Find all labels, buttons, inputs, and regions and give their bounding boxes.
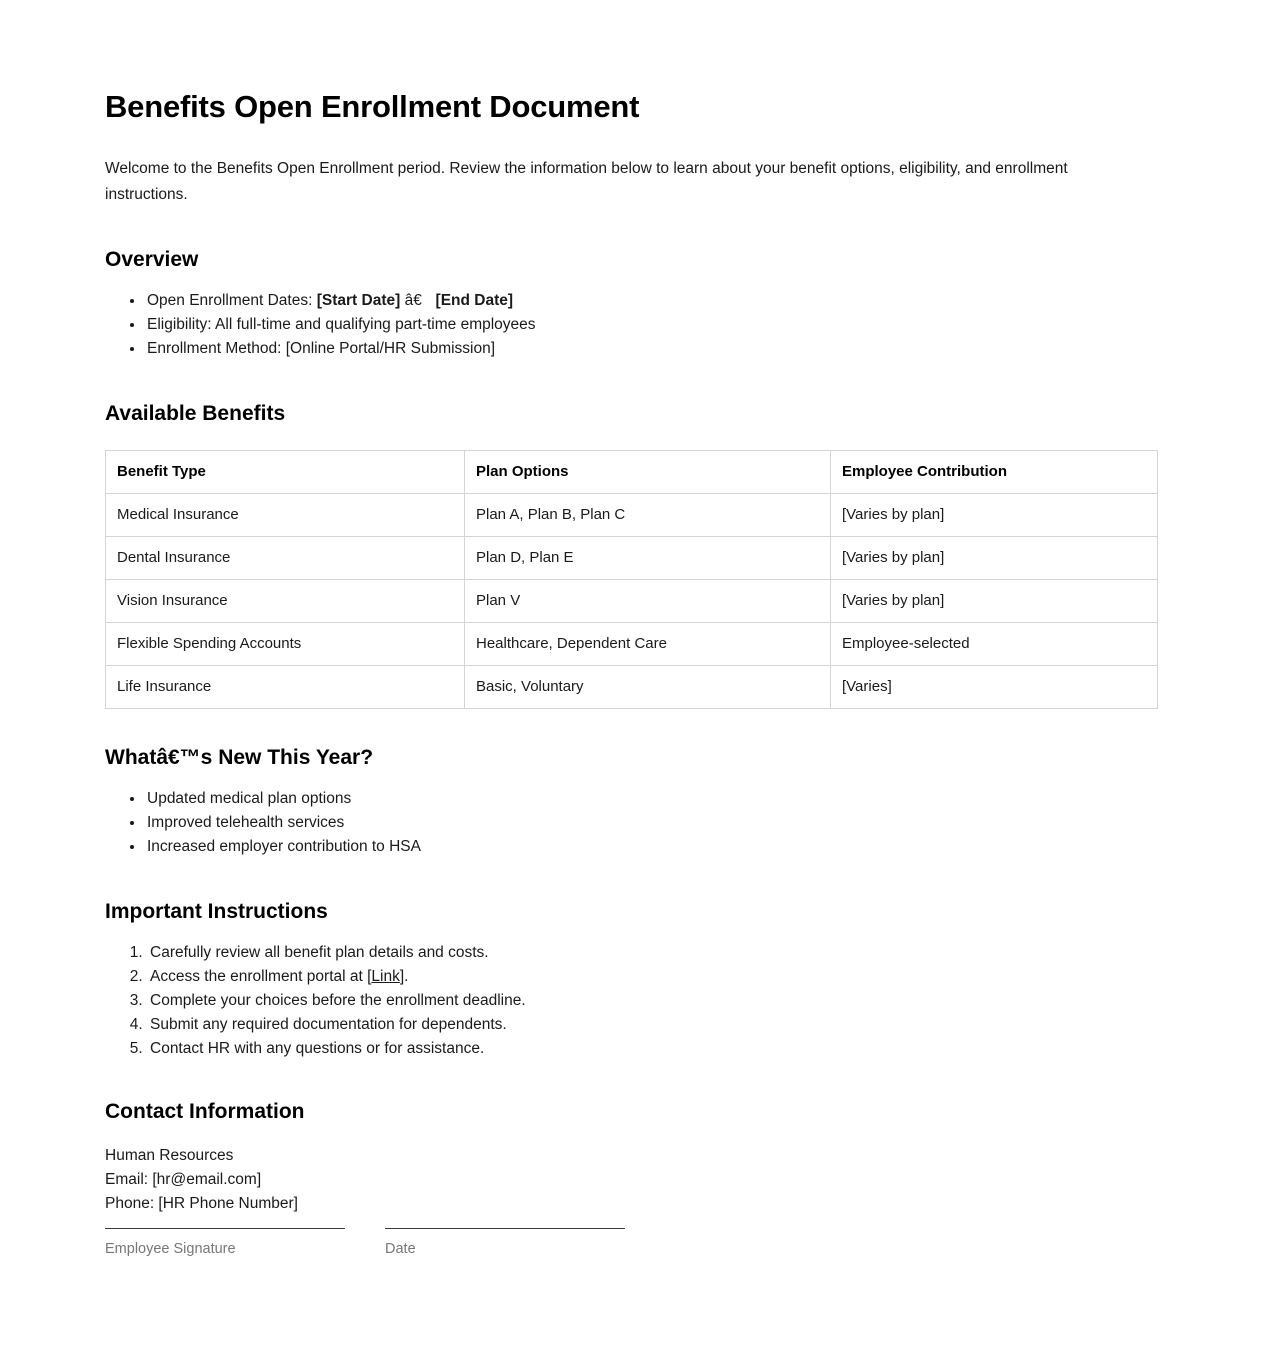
table-row bbox=[106, 579, 1158, 622]
cell-benefit-type: Vision Insurance bbox=[106, 579, 465, 622]
contact-details bbox=[105, 1125, 1158, 1216]
cell-plan-options: Plan D, Plan E bbox=[465, 536, 831, 579]
cell-plan-options: Plan A, Plan B, Plan C bbox=[465, 493, 831, 536]
contact-organization: Human Resources bbox=[105, 1147, 234, 1165]
signature-block bbox=[105, 1228, 1105, 1274]
list-item: 1. Carefully review all benefit plan details and costs. bbox=[147, 941, 1158, 965]
overview-dates-prefix: Open Enrollment Dates: bbox=[147, 292, 317, 310]
table-row bbox=[106, 665, 1158, 708]
contact-phone: Phone: [HR Phone Number] bbox=[105, 1195, 298, 1213]
employee-signature-label: Employee Signature bbox=[105, 1241, 236, 1257]
cell-employee-contribution: [Varies by plan] bbox=[831, 579, 1158, 622]
employee-signature-field[interactable] bbox=[105, 1228, 345, 1258]
instructions-list bbox=[105, 925, 1158, 1061]
list-item: • Updated medical plan options bbox=[145, 787, 1158, 811]
section-heading-available-benefits: Available Benefits bbox=[105, 402, 286, 426]
list-item: 4. Submit any required documentation for dependents. bbox=[147, 1013, 1158, 1037]
list-item: 3. Complete your choices before the enrollment deadline. bbox=[147, 989, 1158, 1013]
list-item bbox=[145, 289, 1158, 313]
cell-employee-contribution: Employee-selected bbox=[831, 622, 1158, 665]
list-item: 5. Contact HR with any questions or for assistance. bbox=[147, 1037, 1158, 1061]
list-item: • Eligibility: All full-time and qualifying part-time employees bbox=[145, 313, 1158, 337]
contact-email: Email: [hr@email.com] bbox=[105, 1171, 262, 1189]
column-header-employee-contribution: Employee Contribution bbox=[831, 450, 1158, 493]
benefits-table bbox=[105, 450, 1158, 709]
step-text-before-link: Access the enrollment portal at [ bbox=[150, 968, 372, 986]
cell-employee-contribution: [Varies by plan] bbox=[831, 536, 1158, 579]
page-title: Benefits Open Enrollment Document bbox=[105, 89, 640, 124]
cell-employee-contribution: [Varies] bbox=[831, 665, 1158, 708]
column-header-plan-options: Plan Options bbox=[465, 450, 831, 493]
list-item: • Increased employer contribution to HSA bbox=[145, 835, 1158, 859]
table-row bbox=[106, 536, 1158, 579]
section-heading-whats-new: Whatâ€™s New This Year? bbox=[105, 745, 374, 769]
section-heading-important-instructions: Important Instructions bbox=[105, 899, 328, 923]
list-item: • Enrollment Method: [Online Portal/HR Submission] bbox=[145, 337, 1158, 361]
cell-employee-contribution: [Varies by plan] bbox=[831, 493, 1158, 536]
section-heading-overview: Overview bbox=[105, 248, 199, 272]
cell-plan-options: Plan V bbox=[465, 579, 831, 622]
cell-benefit-type: Dental Insurance bbox=[106, 536, 465, 579]
overview-date-separator: â€ bbox=[400, 292, 436, 310]
cell-plan-options: Basic, Voluntary bbox=[465, 665, 831, 708]
column-header-benefit-type: Benefit Type bbox=[106, 450, 465, 493]
section-heading-contact-information: Contact Information bbox=[105, 1100, 305, 1124]
whats-new-list bbox=[105, 771, 1158, 859]
intro-paragraph: Welcome to the Benefits Open Enrollment period. Review the information below to learn about your benefit options, eligibility, and enrollment instructions. bbox=[105, 160, 1068, 204]
overview-end-date: [End Date] bbox=[435, 292, 514, 310]
table-row bbox=[106, 493, 1158, 536]
date-label: Date bbox=[385, 1241, 416, 1257]
date-field[interactable] bbox=[385, 1228, 625, 1258]
cell-benefit-type: Life Insurance bbox=[106, 665, 465, 708]
overview-start-date: [Start Date] bbox=[316, 292, 401, 310]
table-row bbox=[106, 622, 1158, 665]
list-item bbox=[147, 965, 1158, 989]
cell-benefit-type: Flexible Spending Accounts bbox=[106, 622, 465, 665]
cell-plan-options: Healthcare, Dependent Care bbox=[465, 622, 831, 665]
step-text-after-link: ]. bbox=[399, 968, 409, 986]
table-header-row bbox=[106, 450, 1158, 493]
overview-list bbox=[105, 273, 1158, 361]
cell-benefit-type: Medical Insurance bbox=[106, 493, 465, 536]
enrollment-portal-link[interactable]: Link bbox=[371, 968, 400, 986]
list-item: • Improved telehealth services bbox=[145, 811, 1158, 835]
